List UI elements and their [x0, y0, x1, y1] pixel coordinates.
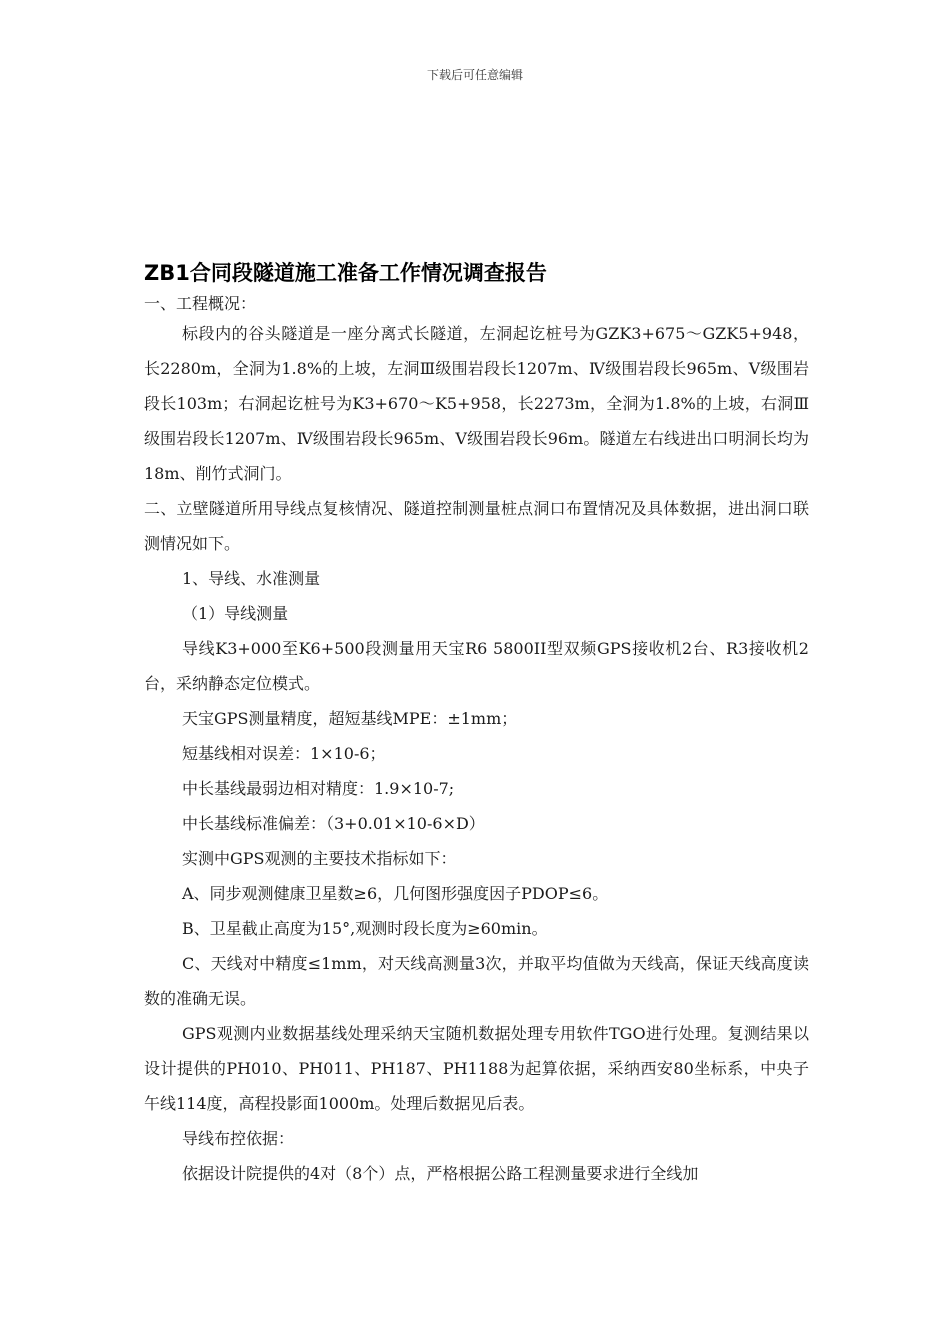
- document-body: [144, 292, 809, 1191]
- page-header: 下载后可任意编辑: [426, 68, 523, 82]
- short-baseline-line: 短基线相对误差：1×10-6；: [182, 744, 386, 763]
- item-a: A、同步观测健康卫星数≥6，几何图形强度因子PDOP≤6。: [182, 884, 609, 903]
- medium-baseline-line: 中长基线最弱边相对精度：1.9×10-7;: [182, 779, 455, 798]
- item-b: B、卫星截止高度为15°,观测时段长度为≥60min。: [182, 919, 548, 938]
- item-c: C、天线对中精度≤1mm，对天线高测量3次，并取平均值做为天线高，保证天线高度读数的准确无误。: [144, 954, 809, 1008]
- section-2-heading: 二、立壁隧道所用导线点复核情况、隧道控制测量桩点洞口布置情况及具体数据，进出洞口联测情况如下。: [144, 499, 809, 553]
- subsection-1-1: （1）导线测量: [182, 604, 289, 623]
- basis-paragraph: 依据设计院提供的4对（8个）点，严格根据公路工程测量要求进行全线加: [182, 1164, 699, 1183]
- section-1-heading: 一、工程概况：: [144, 294, 257, 313]
- document-title: ZB1合同段隧道施工准备工作情况调查报告: [144, 261, 547, 285]
- processing-paragraph: GPS观测内业数据基线处理采纳天宝随机数据处理专用软件TGO进行处理。复测结果以设计提供的PH010、PH011、PH187、PH1188为起算依据，采纳西安80坐标系，中央子午线114度，高程投影面1000m。处理后数据见后表。: [144, 1024, 809, 1113]
- basis-line: 导线布控依据：: [182, 1129, 295, 1148]
- section-1-paragraph: 标段内的谷头隧道是一座分离式长隧道，左洞起讫桩号为GZK3+675～GZK5+948，长2280m，全洞为1.8%的上坡，左洞Ⅲ级围岩段长1207m、Ⅳ级围岩段长965m、Ⅴ级围岩段长103m；右洞起讫桩号为K3+670～K5+958，长2273m，全洞为1.8%的上坡，右洞Ⅲ级围岩段长1207m、Ⅳ级围岩段长965m、Ⅴ级围岩段长96m。隧道左右线进出口明洞长均为18m、削竹式洞门。: [144, 324, 809, 483]
- subsection-1: 1、导线、水准测量: [182, 569, 321, 588]
- std-deviation-line: 中长基线标准偏差：（3+0.01×10-6×D）: [182, 814, 485, 833]
- precision-line: 天宝GPS测量精度，超短基线MPE：±1mm；: [182, 709, 518, 728]
- indicators-line: 实测中GPS观测的主要技术指标如下：: [182, 849, 457, 868]
- equipment-paragraph: 导线K3+000至K6+500段测量用天宝R6 5800II型双频GPS接收机2台、R3接收机2台，采纳静态定位模式。: [144, 639, 809, 693]
